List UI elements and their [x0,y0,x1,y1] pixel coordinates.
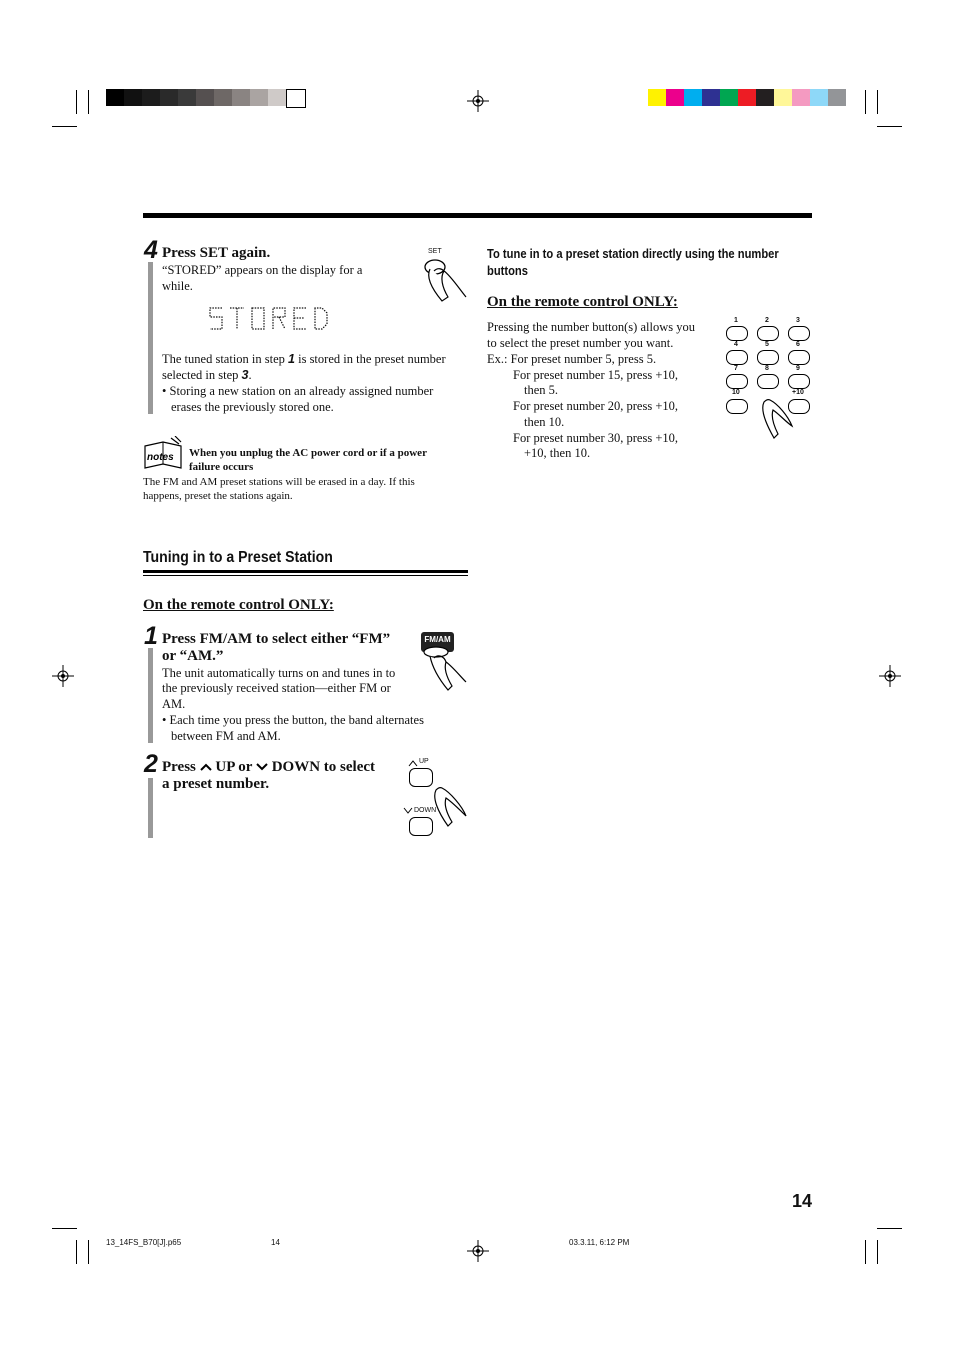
keypad-label-5: 5 [765,341,769,348]
section-rule-thick [143,570,468,573]
step1-bullet-line2: between FM and AM. [171,729,281,743]
gray-bar-swatch [178,89,196,106]
step4-para-line2 [162,367,252,383]
color-bar-swatch [666,89,684,106]
step1-title-line2: or “AM.” [162,648,224,664]
gray-bar-swatch [232,89,250,106]
notes-text-line2: happens, preset the stations again. [143,490,293,502]
right-line-1: to select the preset number you want. [487,336,674,350]
top-rule [143,213,812,218]
step4-bullet-line2: erases the previously stored one. [171,400,334,414]
up-down-hand-icon [430,786,470,828]
registration-mark-icon [52,665,74,687]
step2-down: DOWN to select [267,759,376,775]
right-line-7: then 10. [524,415,565,429]
right-line-4: For preset number 15, press +10, [513,368,679,382]
gray-bar-swatch [268,89,286,106]
number-keypad [722,316,814,440]
step1-text-line2: the previously received station—either FM or [162,681,391,695]
step2-up: UP or [211,759,256,775]
key-4[interactable] [726,350,748,365]
step1-bullet-line1: • Each time you press the button, the band alternates [162,713,424,727]
right-line-5: then 5. [524,383,559,397]
set-button-label: SET [428,248,442,255]
right-heading-line2: buttons [487,263,528,278]
keypad-label-4: 4 [734,341,738,348]
keypad-label-1: 1 [734,317,738,324]
key-9[interactable] [788,374,810,389]
step2-press: Press [162,759,200,775]
gray-bar-swatch [142,89,160,106]
gray-bar-swatch [196,89,214,106]
keypad-label-10: 10 [732,389,740,396]
stored-display-text [208,305,209,306]
down-button-label: DOWN [414,807,437,814]
keypad-label-6: 6 [796,341,800,348]
notes-heading-line1: When you unplug the AC power cord or if a power [189,447,427,459]
key-7[interactable] [726,374,748,389]
keypad-label-8: 8 [765,365,769,372]
gray-bar-swatch [214,89,232,106]
step4-para2-a: selected in step [162,368,242,382]
color-bar-swatch [648,89,666,106]
keypad-label-7: 7 [734,365,738,372]
keypad-label-2: 2 [765,317,769,324]
step4-para-a: The tuned station in step [162,352,289,366]
up-button[interactable] [409,768,433,787]
right-line-9: +10, then 10. [524,446,591,460]
notes-icon [143,436,185,472]
color-bar-swatch [684,89,702,106]
gray-bar-swatch [124,89,142,106]
step1-text-line1: The unit automatically turns on and tunes in to [162,666,396,680]
step4-bar [148,262,153,414]
key-3[interactable] [788,326,810,341]
notes-text-line1: The FM and AM preset stations will be erased in a day. If this [143,476,415,488]
right-heading-line1: To tune in to a preset station directly using the number [487,246,779,261]
step4-para-b: is stored in the preset number [294,352,446,366]
key-1[interactable] [726,326,748,341]
step1-title-line1: Press FM/AM to select either “FM” [162,631,391,647]
footer-page: 14 [271,1238,280,1247]
key-10[interactable] [726,399,748,414]
registration-mark-icon [879,665,901,687]
gray-bar-swatch [286,89,306,108]
down-small-chevron-icon [403,807,413,815]
right-line-0: Pressing the number button(s) allows you [487,320,695,334]
color-bar-swatch [702,89,720,106]
registration-mark-icon [467,90,489,112]
key-6[interactable] [788,350,810,365]
left-remote-only-heading: On the remote control ONLY: [143,597,334,613]
step2-title-line2: a preset number. [162,776,270,792]
step4-para2-b: . [248,368,252,382]
color-bar-swatch [738,89,756,106]
stored-display-graphic [208,305,333,333]
keypad-hand-icon [758,398,798,440]
color-bar-swatch [756,89,774,106]
color-bar-swatch [792,89,810,106]
step1-number: 1 [144,622,158,650]
registration-mark-icon [467,1240,489,1262]
right-remote-only-heading: On the remote control ONLY: [487,294,678,310]
color-bar-swatch [774,89,792,106]
step1-text-line3: AM. [162,697,186,711]
up-chevron-icon [200,762,212,771]
right-line-6: For preset number 20, press +10, [513,399,679,413]
step4-bullet-line1: • Storing a new station on an already assigned number [162,384,434,398]
step4-text-line2: while. [162,279,193,293]
gray-bar-swatch [106,89,124,106]
footer-date: 03.3.11, 6:12 PM [569,1238,630,1247]
step4-number: 4 [144,236,158,264]
keypad-label-plus10: +10 [792,389,804,396]
set-button-hand-icon [420,257,470,307]
step1-bar [148,648,153,743]
notes-heading-line2: failure occurs [189,461,254,473]
footer-file: 13_14FS_B70[J].p65 [106,1238,182,1247]
color-bar-swatch [828,89,846,106]
step4-para2-step: 3 [241,368,249,382]
section-rule-thin [143,575,468,576]
keypad-label-3: 3 [796,317,800,324]
gray-bar-swatch [160,89,178,106]
up-button-label: UP [419,758,429,765]
key-5[interactable] [757,350,779,365]
notes-icon-text: notes [147,452,174,463]
gray-bar-swatch [250,89,268,106]
right-line-2: Ex.: For preset number 5, press 5. [487,352,657,366]
keypad-label-9: 9 [796,365,800,372]
color-bar-swatch [720,89,738,106]
step4-title: Press SET again. [162,245,271,261]
step4-para-line1 [162,351,446,367]
key-8[interactable] [757,374,779,389]
step2-number: 2 [144,750,158,778]
step4-text-line1: “STORED” appears on the display for a [162,263,363,277]
up-small-chevron-icon [408,759,418,767]
step2-bar [148,778,153,838]
fm-am-button-label: FM/AM [424,635,451,644]
right-line-8: For preset number 30, press +10, [513,431,679,445]
color-bar-swatch [810,89,828,106]
fm-am-hand-icon [418,646,470,692]
step4-para-step: 1 [288,352,295,366]
step2-title-line1 [162,759,375,776]
stored-display [208,305,333,333]
page-number: 14 [792,1191,813,1211]
down-chevron-icon [256,762,268,771]
key-2[interactable] [757,326,779,341]
section-title: Tuning in to a Preset Station [143,549,333,566]
